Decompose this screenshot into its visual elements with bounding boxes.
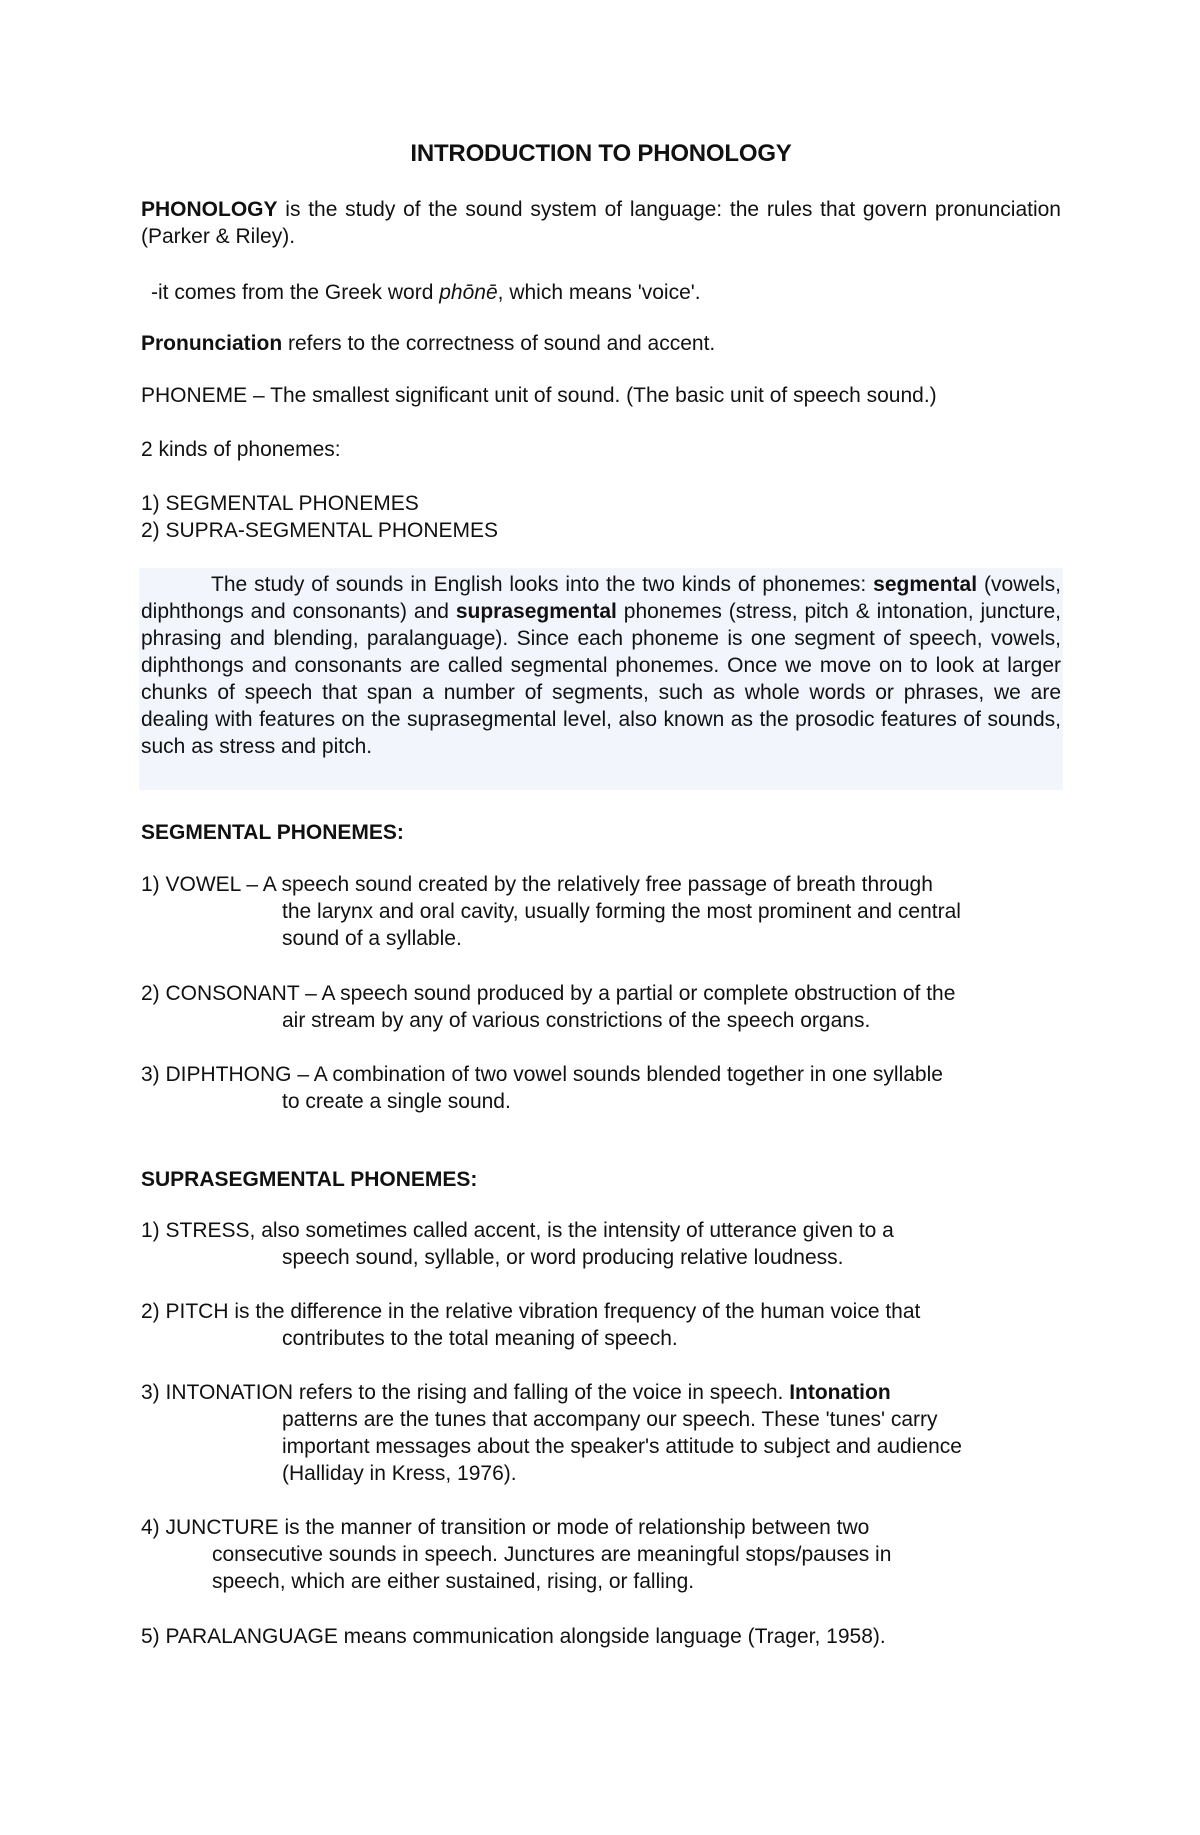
- study-part1: The study of sounds in English looks into the two kinds of phonemes:: [211, 573, 874, 596]
- diphthong-line-2: to create a single sound.: [282, 1090, 511, 1113]
- phonology-definition: [141, 196, 1061, 250]
- consonant-line-2: air stream by any of various constrictions of the speech organs.: [282, 1009, 871, 1032]
- pronunciation-term: Pronunciation: [141, 332, 283, 355]
- stress-line-2: speech sound, syllable, or word producing relative loudness.: [282, 1246, 844, 1269]
- pitch-line-1: 2) PITCH is the difference in the relative vibration frequency of the human voice that: [141, 1300, 921, 1323]
- phonology-term: PHONOLOGY: [141, 198, 278, 221]
- intonation-line-3: important messages about the speaker's attitude to subject and audience: [282, 1435, 962, 1458]
- juncture-line-2: consecutive sounds in speech. Junctures are meaningful stops/pauses in: [212, 1543, 892, 1566]
- segmental-item-consonant: [141, 980, 1061, 1034]
- segmental-item-diphthong: [141, 1061, 1061, 1115]
- intonation-line-2: patterns are the tunes that accompany our speech. These 'tunes' carry: [282, 1408, 938, 1431]
- pitch-line-2: contributes to the total meaning of speech.: [282, 1327, 678, 1350]
- consonant-line-1: 2) CONSONANT – A speech sound produced by a partial or complete obstruction of the: [141, 982, 956, 1005]
- study-part2: (vowels, diphthongs and consonants) and: [141, 573, 1061, 623]
- phonology-definition-text: is the study of the sound system of language: the rules that govern pronunciation (Parker & Riley).: [141, 198, 1061, 248]
- pronunciation-definition: [141, 330, 1061, 357]
- study-paragraph: [141, 571, 1061, 760]
- study-segmental-term: segmental: [873, 573, 978, 596]
- origin-after: , which means 'voice'.: [497, 281, 701, 304]
- diphthong-line-1: 3) DIPHTHONG – A combination of two vowel sounds blended together in one syllable: [141, 1063, 943, 1086]
- intonation-bold-term: Intonation: [789, 1381, 891, 1404]
- study-part3: phonemes (stress, pitch & intonation, juncture, phrasing and blending, paralanguage). Since each phoneme is one segment of speech, vowels, diphthongs and consonants are called segmental phonemes. Once we move on to look at larger chunks of speech that span a number of segments, such as whole words or phrases, we are dealing with features on the suprasegmental level, also known as the prosodic features of sounds, such as stress and pitch.: [141, 600, 1061, 758]
- intonation-line-1-text: 3) INTONATION refers to the rising and falling of the voice in speech.: [141, 1381, 790, 1404]
- vowel-line-2: the larynx and oral cavity, usually forming the most prominent and central: [282, 900, 961, 923]
- stress-line-1: 1) STRESS, also sometimes called accent, is the intensity of utterance given to a: [141, 1219, 894, 1242]
- origin-before: -it comes from the Greek word: [151, 281, 440, 304]
- suprasegmental-item-pitch: [141, 1298, 1061, 1352]
- kinds-item-1: 1) SEGMENTAL PHONEMES: [141, 492, 419, 515]
- juncture-line-1: 4) JUNCTURE is the manner of transition or mode of relationship between two: [141, 1516, 870, 1539]
- page-title: INTRODUCTION TO PHONOLOGY: [410, 140, 792, 167]
- vowel-line-1: 1) VOWEL – A speech sound created by the relatively free passage of breath through: [141, 873, 933, 896]
- kinds-intro: 2 kinds of phonemes:: [141, 438, 341, 461]
- intonation-line-4: (Halliday in Kress, 1976).: [282, 1462, 517, 1485]
- origin-word: phōnē: [439, 281, 498, 304]
- intonation-line-1: [141, 1381, 891, 1404]
- segmental-item-vowel: [141, 871, 1061, 952]
- phoneme-definition: PHONEME – The smallest significant unit of sound. (The basic unit of speech sound.): [141, 384, 937, 407]
- suprasegmental-item-stress: [141, 1217, 1061, 1271]
- suprasegmental-item-juncture: [141, 1514, 1061, 1595]
- pronunciation-text: refers to the correctness of sound and accent.: [282, 332, 716, 355]
- vowel-line-3: sound of a syllable.: [282, 927, 462, 950]
- study-suprasegmental-term: suprasegmental: [455, 600, 617, 623]
- suprasegmental-item-intonation: [141, 1379, 1061, 1487]
- suprasegmental-item-paralanguage: [141, 1623, 1061, 1650]
- origin-line: [151, 279, 1071, 306]
- paralanguage-line-1: 5) PARALANGUAGE means communication alongside language (Trager, 1958).: [141, 1625, 886, 1648]
- juncture-line-3: speech, which are either sustained, rising, or falling.: [212, 1570, 695, 1593]
- suprasegmental-heading: SUPRASEGMENTAL PHONEMES:: [141, 1168, 478, 1191]
- kinds-item-2: 2) SUPRA-SEGMENTAL PHONEMES: [141, 519, 499, 542]
- segmental-heading: SEGMENTAL PHONEMES:: [141, 821, 404, 844]
